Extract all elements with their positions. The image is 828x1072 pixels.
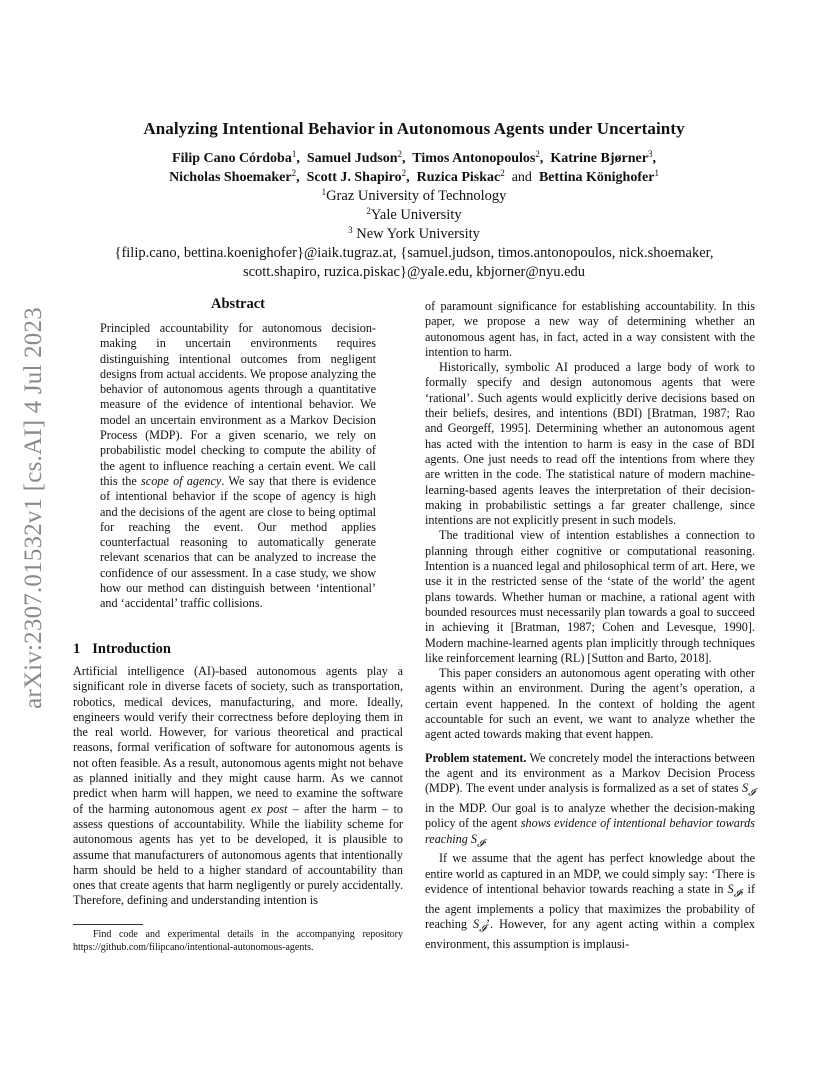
author-line-2: Nicholas Shoemaker$^2$, Scott J. Shapiro$^2$, Ruzica Piskac$^2$ and Bettina Könighofer$^1$ (169, 168, 659, 185)
author-name: Ruzica Piskac (416, 170, 501, 185)
paper-title: Analyzing Intentional Behavior in Autonomous Agents under Uncertainty (143, 119, 685, 138)
abstract-emphasis: scope of agency (141, 473, 222, 488)
author-affil-mark: 2 (397, 149, 403, 159)
paragraph: Historically, symbolic AI produced a large body of work to formally specify and design autonomous agents that were ‘rational’. Such agents would explicitly derive decisions based on their beliefs, desires, and intentions (BDI) [Bratman, 1987; Rao and Georgeff, 1995]. Determining whether an autonomous agent has acted with the intention to harm is easy in the case of BDI agents. One just needs to read off the intentions from where they are written in the code. The statistical nature of modern machine-learning-based agents leaves the interpretation of their decision-making in probabilistic settings a far greater challenge, since intentions are not explicitly present in such models. (425, 360, 755, 528)
left-column-body (73, 664, 403, 909)
problem-statement-heading: Problem statement. (425, 750, 527, 765)
paragraph-text: in the MDP. Our goal is to analyze whether the decision-making policy of the agent (425, 800, 755, 831)
author-name: Katrine Bjørner (550, 151, 648, 166)
paragraph-text: , if the agent implements a policy that maximizes the probability of reaching (425, 881, 755, 931)
author-line-1: Filip Cano Córdoba$^1$, Samuel Judson$^2$, Timos Antonopoulos$^2$, Katrine Bjørner$^3$, (172, 149, 656, 166)
paragraph-text: Artificial intelligence (AI)-based autonomous agents play a significant role in diverse facets of society, such as transportation, robotics, medical devices, manufacturing, and more. Ideally, engineers would verify their correctness before deploying them in the real world. However, for various theoretical and practical reasons, formal verification of software for autonomous agents is not often feasible. As a result, autonomous agents might not behave as planned initially and they might cause harm. As we cannot predict when harm will happen, we need to examine the software of the harming autonomous agent (73, 664, 403, 816)
author-and: and (511, 170, 532, 185)
affil-mark: 3 (348, 225, 353, 235)
paragraph-text: . (483, 831, 487, 846)
author-name: Timos Antonopoulos (412, 151, 536, 166)
affiliation-name: Yale University (370, 207, 462, 223)
math-symbol (470, 831, 484, 849)
affiliation-name: Graz University of Technology (326, 188, 507, 204)
math-base: S (742, 781, 749, 796)
paragraph-text: – after the harm – to assess questions of accountability. While the liability scheme for autonomous agents has yet to be developed, it is plausible to assume that manufacturers of autonomous agents that intentionally harm should be held to a higher standard of accountability than ones that create agents that harm negligently or purely accidentally. Therefore, defining and understanding intention is (73, 801, 404, 908)
abstract-heading: Abstract (211, 296, 265, 312)
affiliation (40, 225, 788, 244)
math-subscript: 𝓘 (733, 888, 741, 900)
author-name: Nicholas Shoemaker (169, 170, 292, 185)
paragraph-text: If we assume that the agent has perfect knowledge about the entire world as captured in an MDP, we could simply say: ‘There is evidence of intentional behavior towards reaching a state in (425, 851, 755, 896)
paragraph-emphasis: ex post (251, 801, 288, 816)
affiliation (40, 206, 788, 225)
author-name: Filip Cano Córdoba (172, 151, 292, 166)
email-line-1: {filip.cano, bettina.koenighofer}@iaik.tugraz.at, {samuel.judson, timos.antonopoulos, nick.shoemaker, (114, 245, 714, 261)
paragraph: This paper considers an autonomous agent operating with other agents within an environment. During the agent’s operation, a certain event happened. In the context of holding the agent accountable for such an event, we want to analyze whether the agent acted towards making that event happen. (425, 666, 755, 742)
math-base: S (470, 831, 478, 846)
author-affil-mark: 2 (291, 168, 297, 178)
math-subscript: 𝓘 (748, 787, 755, 799)
footnote-rule (73, 924, 143, 925)
paragraph (425, 851, 755, 952)
author-affil-mark: 2 (535, 149, 540, 159)
section-title: Introduction (92, 641, 171, 657)
affil-mark: 2 (366, 206, 371, 216)
author-name: Samuel Judson (306, 151, 398, 166)
arxiv-identifier: arXiv:2307.01532v1 [cs.AI] 4 Jul 2023 (20, 307, 47, 709)
abstract-text-part: Principled accountability for autonomous decision-making in uncertain environments requires distinguishing intentional outcomes from negligent designs from actual accidents. We propose analyzing the behavior of autonomous agents through a quantitative measure of the evidence of intentional behavior. We model an uncertain environment as a Markov Decision Process (MDP). For a given scenario, we rely on probabilistic model checking to compute the ability of the agent to influence reaching a certain event. We call this the (100, 321, 376, 488)
math-base: S (472, 916, 480, 931)
paragraph-text: We concretely model the interactions between the agent and its environment as a Markov Decision Process (MDP). The event under analysis is formalized as a set of states (425, 750, 756, 796)
author-affil-mark: 2 (500, 168, 505, 178)
paragraph (73, 664, 403, 909)
paragraph-text: ’. However, for any agent acting within a complex environment, this assumption is implausi- (425, 916, 755, 951)
author-name: Scott J. Shapiro (306, 170, 402, 185)
abstract-text-part: . We say that there is evidence of intentional behavior if the scope of agency is high and the decisions of the agent are close to being optimal for reaching the event. Our method applies counterfactual reasoning to automatically generate relevant scenarios that can be analyzed to increase the confidence of our assessment. In a case study, we show how our method can distinguish between ‘intentional’ and ‘accidental’ traffic collisions. (100, 473, 377, 611)
math-base: S (727, 881, 734, 896)
paragraph (425, 751, 755, 852)
author-affil-mark: 3 (647, 149, 653, 159)
author-affil-mark: 1 (654, 168, 659, 178)
author-name: Bettina Könighofer (538, 170, 655, 185)
affiliation-name: New York University (352, 226, 480, 242)
author-affil-mark: 2 (401, 168, 407, 178)
abstract-text (100, 321, 376, 612)
footnote: Find code and experimental details in the accompanying repository https://github.com/filipcano/intentional-autonomous-agents. (73, 929, 403, 953)
math-symbol (742, 781, 755, 799)
math-symbol (472, 916, 486, 935)
paragraph: of paramount significance for establishing accountability. In this paper, we propose a new way of determining whether an autonomous agent has, in fact, acted in a way consistent with the intention to harm. (425, 299, 755, 359)
arxiv-sidebar (14, 308, 54, 708)
affil-mark: 1 (321, 187, 327, 197)
math-symbol (727, 881, 741, 900)
paragraph-emphasis: shows evidence of intentional behavior towards reaching (425, 816, 755, 846)
affiliation (40, 187, 788, 206)
section-number: 1 (73, 641, 81, 657)
section-heading (73, 641, 171, 658)
email-line-2: scott.shapiro, ruzica.piskac}@yale.edu, kbjorner@nyu.edu (242, 264, 586, 280)
right-column-body (425, 299, 755, 952)
author-affil-mark: 1 (291, 149, 297, 159)
math-subscript: 𝓘 (477, 837, 484, 849)
paragraph: The traditional view of intention establishes a connection to planning through either cognitive or computational reasoning. Intention is a nuanced legal and philosophical term of art. Here, we use it in the restricted sense of the ‘state of the world’ the agent plans towards. Whether human or machine, a rational agent with bounded resources must necessarily plan towards a goal to succeed in achieving it [Bratman, 1987; Cohen and Levesque, 1990]. Modern machine-learned agents plan implicitly through techniques like reinforcement learning (RL) [Sutton and Barto, 2018]. (425, 528, 755, 665)
math-subscript: 𝓘 (479, 923, 486, 935)
